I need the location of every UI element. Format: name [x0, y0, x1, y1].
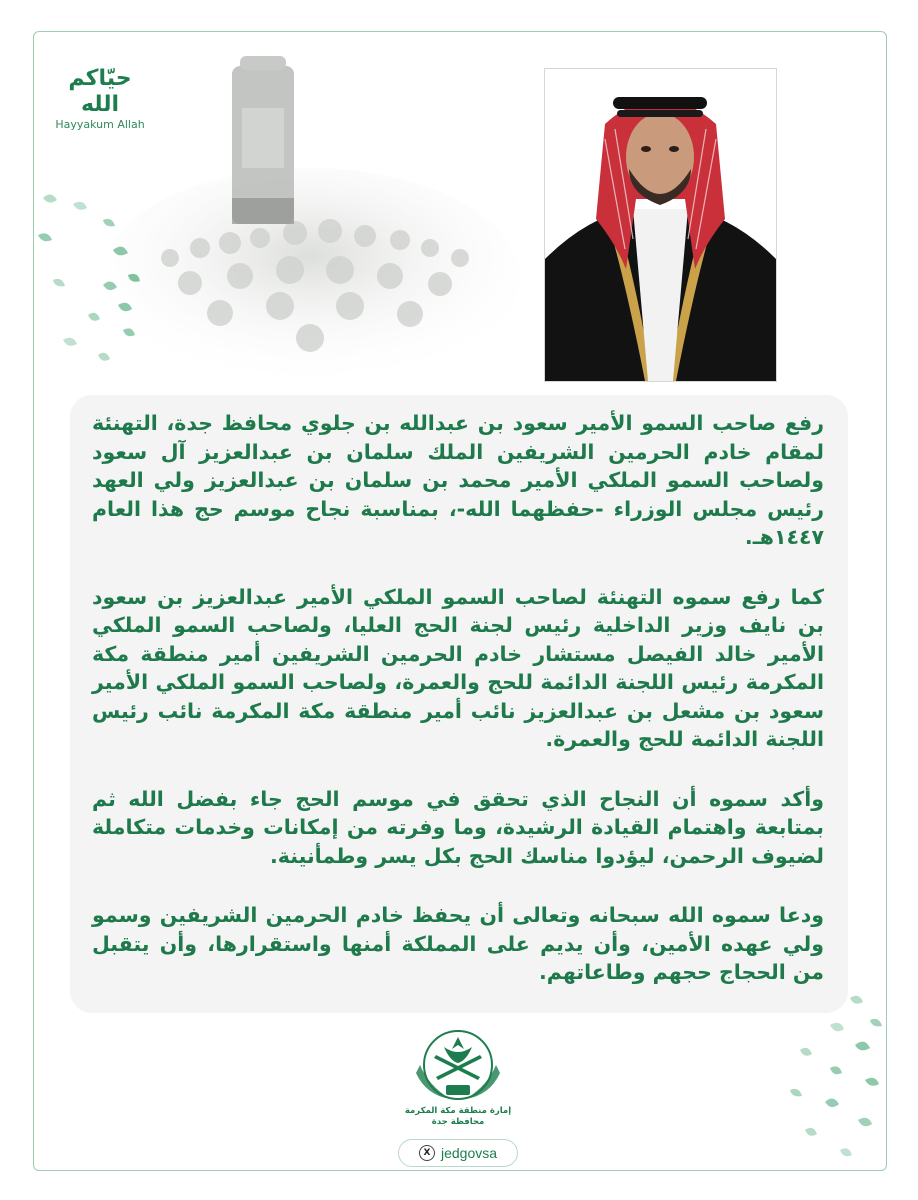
- governor-portrait: [544, 68, 777, 382]
- social-handle-pill[interactable]: [398, 1139, 518, 1167]
- decorative-leaves-right: [770, 990, 887, 1170]
- hero-background-image: [110, 48, 530, 378]
- decorative-leaves-left: [33, 190, 153, 380]
- brand-arabic-text: حيّاكم الله: [68, 66, 132, 117]
- brand-logo: [50, 66, 150, 132]
- paragraph-1: رفع صاحب السمو الأمير سعود بن عبدالله بن جلوي محافظ جدة، التهنئة لمقام خادم الحرمين الشريفين الملك سلمان بن عبدالعزيز آل سعود ولصاحب السمو الملكي الأمير محمد بن سلمان بن عبدالعزيز ولي العهد رئيس مجلس الوزراء -حفظهما الله-، بمناسبة نجاح موسم حج هذا العام ١٤٤٧هـ.: [92, 411, 824, 549]
- emblem-line-1: إمارة منطقة مكة المكرمة: [404, 1106, 512, 1116]
- emblem-line-2: محافظة جدة: [431, 1117, 485, 1127]
- paragraph-4: ودعا سموه الله سبحانه وتعالى أن يحفظ خادم الحرمين الشريفين وسمو ولي عهده الأمين، وأن يديم على المملكة أمنها واستقرارها، وأن يتقبل من الحجاج حجهم وطاعاتهم.: [92, 903, 824, 984]
- social-handle-text: jedgovsa: [440, 1145, 498, 1161]
- x-logo-icon: X: [419, 1145, 435, 1161]
- paragraph-3: وأكد سموه أن النجاح الذي تحقق في موسم الحج جاء بفضل الله ثم بمتابعة واهتمام القيادة الرشيدة، وما وفرته من إمكانات وخدمات متكاملة لضيوف الرحمن، ليؤدوا مناسك الحج بكل يسر وطمأنينة.: [92, 786, 824, 868]
- statement-panel: [70, 395, 848, 1013]
- paragraph-2: كما رفع سموه التهنئة لصاحب السمو الملكي الأمير عبدالعزيز بن سعود بن نايف وزير الداخلية رئيس لجنة الحج العليا، ولصاحب السمو الملكي الأمير خالد الفيصل مستشار خادم الحرمين الشريفين أمير منطقة مكة المكرمة رئيس اللجنة الدائمة للحج والعمرة، ولصاحب السمو الملكي الأمير سعود بن مشعل بن عبدالعزيز نائب أمير منطقة مكة المكرمة نائب رئيس اللجنة الدائمة للحج والعمرة.: [92, 584, 824, 751]
- brand-english-text: Hayyakum Allah: [55, 118, 145, 131]
- emblem-caption: [400, 1106, 516, 1128]
